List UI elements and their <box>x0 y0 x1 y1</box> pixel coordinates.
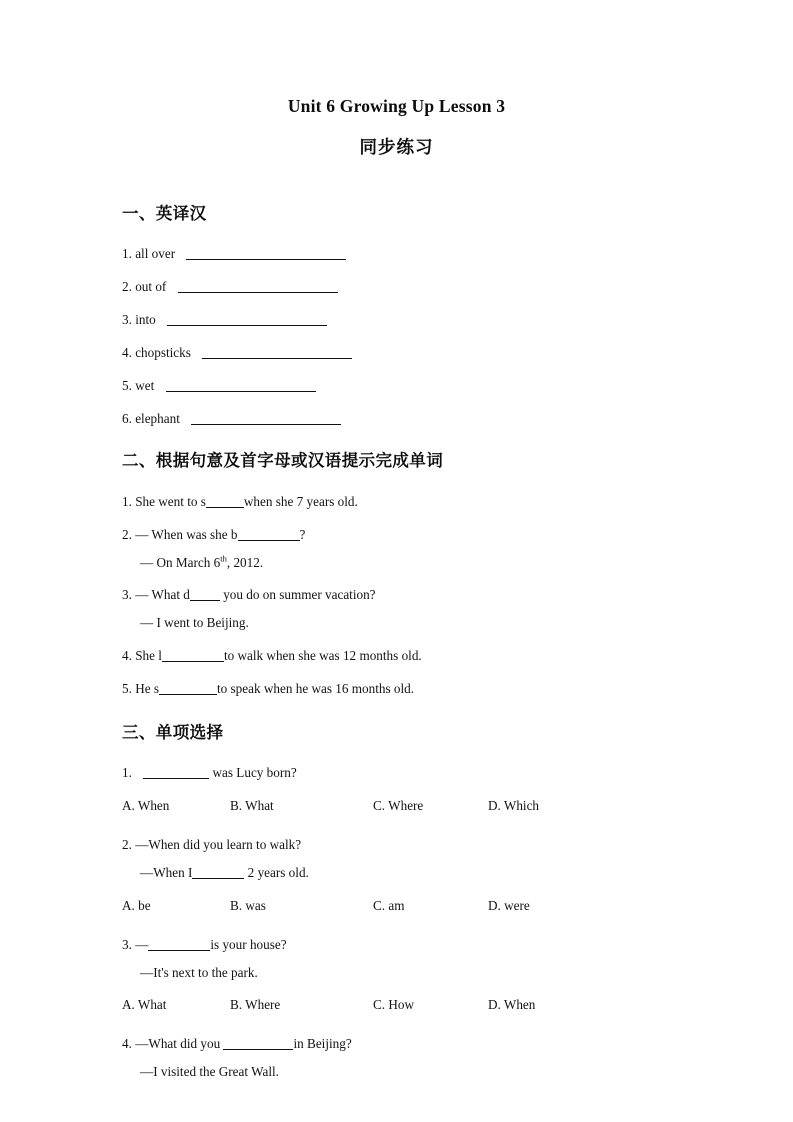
choice-question-1 <box>68 765 725 781</box>
sentence-prefix: She went to s <box>135 493 206 509</box>
item-number: 2. <box>122 526 132 542</box>
page-title: Unit 6 Growing Up Lesson 3 <box>287 96 506 116</box>
sentence-suffix: you do on summer vacation? <box>223 587 376 603</box>
item-term: all over <box>135 246 176 262</box>
translate-item-2 <box>68 279 725 295</box>
sentence-prefix: —What did you <box>135 1036 221 1052</box>
item-number: 1. <box>122 765 132 781</box>
translate-item-3 <box>68 312 725 328</box>
wordform-item-3 <box>68 587 725 603</box>
choice-question-2 <box>68 837 725 853</box>
sentence-suffix: ? <box>299 526 306 542</box>
choice-options-2 <box>68 898 725 915</box>
answer-blank[interactable] <box>166 379 316 392</box>
choice-options-1 <box>68 798 725 815</box>
answer-blank[interactable] <box>202 346 352 359</box>
sentence-suffix: when she 7 years old. <box>243 493 358 509</box>
item-number: 3. <box>122 312 132 327</box>
sentence-suffix: to speak when he was 16 months old. <box>217 680 415 696</box>
answer-blank[interactable] <box>206 495 244 508</box>
option-a[interactable]: A. What <box>122 997 167 1013</box>
option-b[interactable]: B. Where <box>230 997 281 1013</box>
translate-item-6 <box>68 411 725 427</box>
page-subtitle: 同步练习 <box>359 137 434 158</box>
sentence-suffix: to walk when she was 12 months old. <box>223 648 422 664</box>
answer-text: — On March 6 <box>140 554 221 570</box>
item-number: 3. <box>122 936 132 952</box>
option-b[interactable]: B. was <box>230 897 266 913</box>
wordform-item-3-answer <box>68 615 725 631</box>
answer-text: —I visited the Great Wall. <box>140 1064 279 1080</box>
ordinal-suffix: th <box>220 553 227 564</box>
option-b[interactable]: B. What <box>230 798 274 813</box>
item-number: 4. <box>122 1036 132 1052</box>
answer-blank[interactable] <box>143 766 209 779</box>
translate-item-5 <box>68 378 725 394</box>
item-number: 1. <box>122 493 132 509</box>
section-heading-3: 三、单项选择 <box>122 722 224 742</box>
answer-prefix: —When I <box>140 864 193 880</box>
item-number: 4. <box>122 344 132 360</box>
answer-blank[interactable] <box>238 528 300 541</box>
translate-item-4 <box>68 345 725 361</box>
choice-question-3 <box>68 937 725 953</box>
option-a[interactable]: A. be <box>122 897 151 913</box>
item-number: 3. <box>122 587 132 603</box>
option-a[interactable]: A. When <box>122 798 170 813</box>
answer-text: — I went to Beijing. <box>140 615 249 631</box>
option-d[interactable]: D. were <box>488 897 530 913</box>
sentence-prefix: — What d <box>135 587 190 603</box>
answer-blank[interactable] <box>159 682 217 695</box>
sentence-prefix: She l <box>135 648 162 664</box>
wordform-item-2 <box>68 527 725 543</box>
item-number: 6. <box>122 410 132 426</box>
answer-suffix: 2 years old. <box>247 864 309 880</box>
item-term: chopsticks <box>135 344 191 360</box>
answer-blank[interactable] <box>192 866 244 879</box>
item-number: 4. <box>122 648 132 664</box>
option-d[interactable]: D. When <box>488 997 536 1013</box>
choice-question-4-answer <box>68 1064 725 1080</box>
item-number: 5. <box>122 680 132 696</box>
answer-blank[interactable] <box>178 280 338 293</box>
sentence-suffix: is your house? <box>210 936 287 952</box>
answer-tail: , 2012. <box>226 554 264 570</box>
option-c[interactable]: C. am <box>373 897 405 913</box>
answer-blank[interactable] <box>162 649 224 662</box>
wordform-item-2-answer <box>68 555 725 571</box>
item-number: 1. <box>122 246 132 262</box>
choice-question-4 <box>68 1036 725 1052</box>
choice-question-2-answer <box>68 865 725 881</box>
answer-blank[interactable] <box>186 247 346 260</box>
option-d[interactable]: D. Which <box>488 798 540 813</box>
answer-blank[interactable] <box>191 412 341 425</box>
sentence-suffix: in Beijing? <box>293 1036 352 1052</box>
answer-blank[interactable] <box>148 938 210 951</box>
choice-options-3 <box>68 997 725 1014</box>
sentence-prefix: He s <box>135 680 159 696</box>
item-number: 5. <box>122 377 132 393</box>
item-term: elephant <box>135 410 180 426</box>
sentence-prefix: — When was she b <box>135 526 238 542</box>
question-stem: —When did you learn to walk? <box>135 837 302 852</box>
sentence-prefix: — <box>135 936 149 952</box>
section-heading-1: 一、英译汉 <box>122 203 207 223</box>
answer-blank[interactable] <box>223 1037 293 1050</box>
translate-item-1 <box>68 246 725 262</box>
wordform-item-5 <box>68 681 725 697</box>
sentence-suffix: was Lucy born? <box>212 765 297 781</box>
option-c[interactable]: C. How <box>373 997 415 1013</box>
choice-question-3-answer <box>68 965 725 981</box>
answer-text: —It's next to the park. <box>140 964 258 980</box>
answer-blank[interactable] <box>190 588 220 601</box>
wordform-item-1 <box>68 494 725 510</box>
wordform-item-4 <box>68 648 725 664</box>
item-term: out of <box>135 279 167 295</box>
item-term: wet <box>135 377 155 393</box>
section-heading-2: 二、根据句意及首字母或汉语提示完成单词 <box>122 451 444 471</box>
answer-blank[interactable] <box>167 313 327 326</box>
item-number: 2. <box>122 837 132 852</box>
option-c[interactable]: C. Where <box>373 798 424 813</box>
item-term: into <box>135 312 156 327</box>
item-number: 2. <box>122 279 132 295</box>
